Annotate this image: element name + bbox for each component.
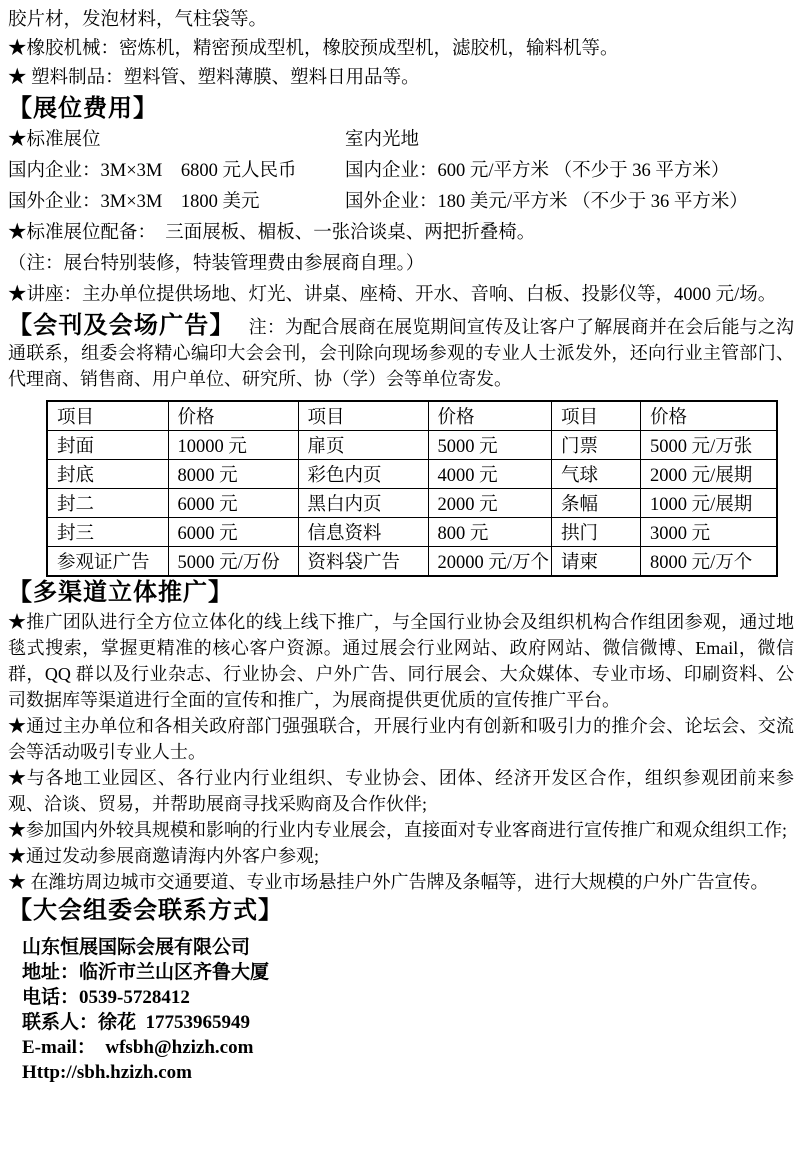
section-heading-booth-fees: 【展位费用】 [8,95,158,122]
table-header-price-3: 价格 [641,401,777,431]
table-cell: 4000 元 [428,460,552,489]
table-header-price-2: 价格 [428,401,552,431]
table-cell: 彩色内页 [298,460,428,489]
table-cell: 门票 [552,431,641,460]
table-cell: 2000 元 [428,489,552,518]
promo-bullet-6: ★ 在潍坊周边城市交通要道、专业市场悬挂户外广告牌及条幅等，进行大规模的户外广告宣传。 [8,872,769,892]
promo-bullet-2: ★通过主办单位和各相关政府部门强强联合，开展行业内有创新和吸引力的推介会、论坛会、交流会等活动吸引专业人士。 [8,716,794,762]
table-cell: 3000 元 [641,518,777,547]
promo-bullet-4: ★参加国内外较具规模和影响的行业内专业展会，直接面对专业客商进行宣传推广和观众组织工作; [8,820,787,840]
promo-bullet-5: ★通过发动参展商邀请海内外客户参观; [8,846,319,866]
section-heading-contact: 【大会组委会联系方式】 [8,897,283,924]
table-header-price-1: 价格 [168,401,298,431]
table-header-item-3: 项目 [552,401,641,431]
contact-phone: 电话：0539-5728412 [22,987,190,1008]
promo-bullet-1: ★推广团队进行全方位立体化的线上线下推广，与全国行业协会及组织机构合作组团参观，通过地毯式搜索，掌握更精准的核心客户资源。通过展会行业网站、政府网站、微信微博、Email，微信群，QQ 群以及行业杂志、行业协会、户外广告、同行展会、大众媒体、专业市场、印刷资料、公司数据库等渠道进行全面的宣传和推广，为展商提供更优质的宣传推广平台。 [8,612,794,710]
journal-intro-paragraph [8,313,794,392]
table-cell: 封二 [47,489,168,518]
table-cell: 1000 元/展期 [641,489,777,518]
table-cell: 8000 元 [168,460,298,489]
booth-left-title: ★标准展位 [8,130,101,150]
promo-bullet-3: ★与各地工业园区、各行业内行业组织、专业协会、团体、经济开发区合作，组织参观团前来参观、洽谈、贸易，并帮助展商寻找采购商及合作伙伴; [8,768,794,814]
booth-note-equipment: ★标准展位配备： 三面展板、楣板、一张洽谈桌、两把折叠椅。 [8,223,536,243]
contact-company-name: 山东恒展国际会展有限公司 [22,937,251,958]
table-cell: 5000 元/万份 [168,547,298,577]
table-cell: 请柬 [552,547,641,577]
table-cell: 封面 [47,431,168,460]
booth-title-row [8,125,794,156]
table-header-row [47,401,777,431]
contact-person: 联系人：徐花 17753965949 [22,1012,251,1033]
table-cell: 20000 元/万个 [428,547,552,577]
table-row [47,431,777,460]
booth-right-title: 室内光地 [345,130,420,150]
table-row [47,489,777,518]
booth-right-foreign: 国外企业：180 美元/平方米 （不少于 36 平方米） [345,192,748,212]
table-cell: 10000 元 [168,431,298,460]
table-row [47,518,777,547]
table-cell: 5000 元/万张 [641,431,777,460]
table-header-item-1: 项目 [47,401,168,431]
table-cell: 800 元 [428,518,552,547]
intro-line-2: ★橡胶机械：密炼机，精密预成型机，橡胶预成型机，滤胶机，输料机等。 [8,39,619,59]
ad-price-table [46,400,778,577]
table-cell: 5000 元 [428,431,552,460]
booth-left-foreign: 国外企业：3M×3M 1800 美元 [8,192,260,212]
table-row [47,547,777,577]
booth-note-lecture: ★讲座：主办单位提供场地、灯光、讲桌、座椅、开水、音响、白板、投影仪等，4000 元/场。 [8,285,777,305]
table-cell: 参观证广告 [47,547,168,577]
table-cell: 8000 元/万个 [641,547,777,577]
booth-note-decoration: （注：展台特别装修，特装管理费由参展商自理。） [8,254,425,274]
booth-row-domestic [8,156,794,187]
table-cell: 6000 元 [168,489,298,518]
intro-line-3: ★ 塑料制品：塑料管、塑料薄膜、塑料日用品等。 [8,68,420,88]
table-cell: 2000 元/展期 [641,460,777,489]
journal-intro-text: 注：为配合展商在展览期间宣传及让客户了解展商并在会后能与之沟通联系，组委会将精心编印大会会刊，会刊除向现场参观的专业人士派发外，还向行业主管部门、代理商、销售商、用户单位、研究所、协（学）会等单位寄发。 [8,317,795,389]
intro-line-1: 胶片材，发泡材料，气柱袋等。 [8,10,268,30]
table-cell: 气球 [552,460,641,489]
table-cell: 拱门 [552,518,641,547]
table-header-item-2: 项目 [298,401,428,431]
table-cell: 黑白内页 [298,489,428,518]
booth-right-domestic: 国内企业：600 元/平方米 （不少于 36 平方米） [345,161,730,181]
booth-row-foreign [8,187,794,218]
section-heading-journal-ads: 【会刊及会场广告】 [8,312,235,339]
contact-website: Http://sbh.hzizh.com [22,1062,192,1083]
table-cell: 资料袋广告 [298,547,428,577]
table-cell: 信息资料 [298,518,428,547]
booth-left-domestic: 国内企业：3M×3M 6800 元人民币 [8,161,297,181]
table-cell: 扉页 [298,431,428,460]
table-cell: 封底 [47,460,168,489]
contact-address: 地址：临沂市兰山区齐鲁大厦 [22,962,270,983]
contact-email: E-mail： wfsbh@hzizh.com [22,1037,254,1058]
table-cell: 封三 [47,518,168,547]
table-cell: 6000 元 [168,518,298,547]
section-heading-promotion: 【多渠道立体推广】 [8,579,233,606]
contact-block [8,935,794,1085]
table-row [47,460,777,489]
table-cell: 条幅 [552,489,641,518]
